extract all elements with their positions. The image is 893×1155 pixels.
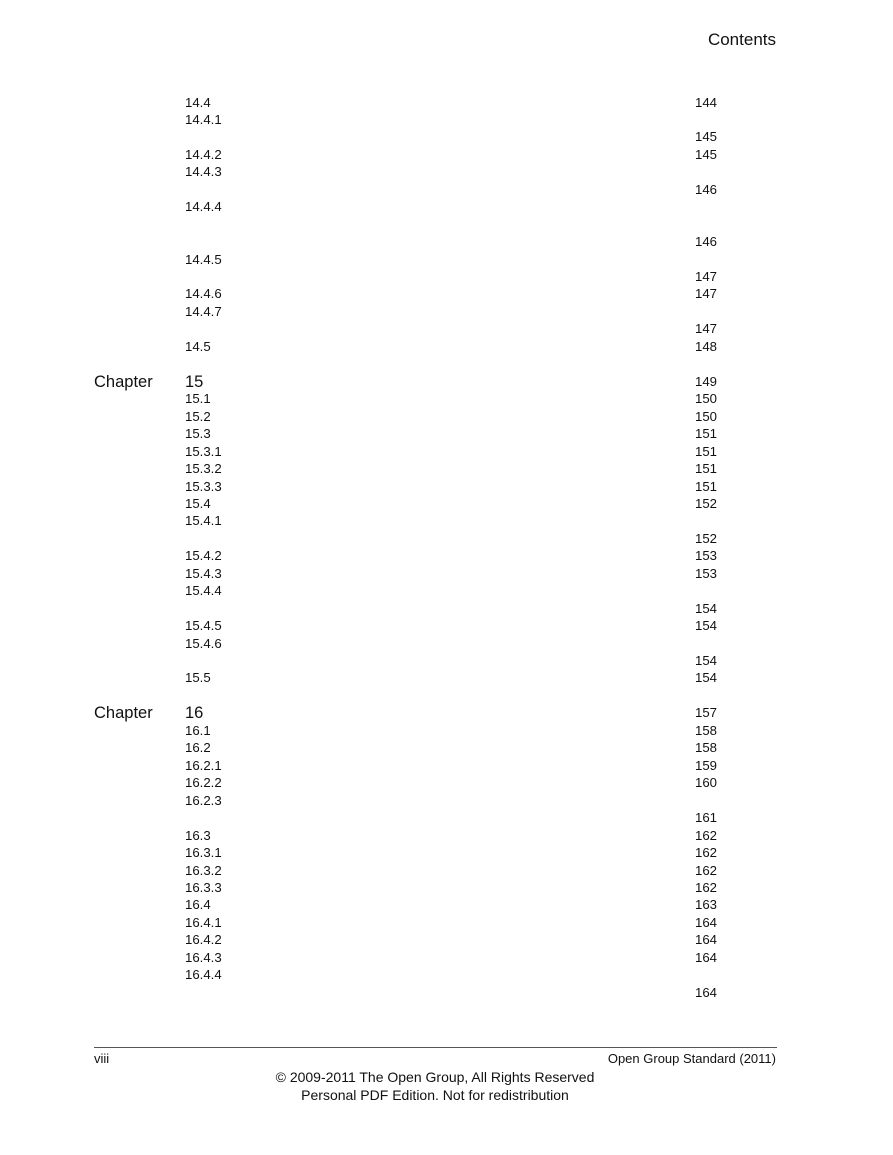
chapter-label: Chapter <box>94 704 153 723</box>
section-number: 16.2.1 <box>185 757 222 773</box>
section-number: 16.4.1 <box>185 914 222 930</box>
section-number: 15.4 <box>185 495 211 511</box>
page-number[interactable]: 154 <box>695 600 718 616</box>
section-number: 14.4.1 <box>185 111 222 127</box>
chapter-number: 16 <box>185 704 204 723</box>
section-number: 15.4.6 <box>185 635 222 651</box>
page-number[interactable]: 162 <box>695 845 718 861</box>
page-number[interactable]: 154 <box>695 670 718 686</box>
page-number[interactable]: 164 <box>695 914 718 930</box>
section-number: 15.4.3 <box>185 565 222 581</box>
page-number[interactable]: 152 <box>695 530 718 546</box>
section-number: 16.3 <box>185 827 211 843</box>
footer-divider <box>94 1047 777 1048</box>
page-number[interactable]: 145 <box>695 129 718 145</box>
page-number[interactable]: 149 <box>695 373 718 389</box>
section-number: 14.4.6 <box>185 286 222 302</box>
page-number[interactable]: 163 <box>695 897 718 913</box>
page-number[interactable]: 146 <box>695 234 718 250</box>
section-number: 15.3 <box>185 426 211 442</box>
section-number: 16.2.3 <box>185 792 222 808</box>
section-number: 14.4.4 <box>185 199 222 215</box>
page-number[interactable]: 151 <box>695 478 718 494</box>
page-number[interactable]: 162 <box>695 862 718 878</box>
page-number[interactable]: 150 <box>695 391 718 407</box>
page-number[interactable]: 153 <box>695 565 718 581</box>
page-number[interactable]: 150 <box>695 408 718 424</box>
section-number: 14.4.2 <box>185 146 222 162</box>
page-number[interactable]: 154 <box>695 653 718 668</box>
page-number[interactable]: 151 <box>695 426 718 442</box>
section-number: 15.4.1 <box>185 513 222 529</box>
copyright-line: © 2009-2011 The Open Group, All Rights Reserved <box>275 1069 595 1085</box>
page-number[interactable]: 154 <box>695 618 718 634</box>
page-number[interactable]: 162 <box>695 827 718 843</box>
page-number[interactable]: 147 <box>695 269 718 284</box>
footer-standard-name: Open Group Standard (2011) <box>607 1051 776 1066</box>
page-number[interactable]: 146 <box>695 181 718 197</box>
section-number: 16.3.1 <box>185 845 222 861</box>
chapter-label: Chapter <box>94 372 153 391</box>
page-number[interactable]: 147 <box>695 286 718 302</box>
edition-notice: Personal PDF Edition. Not for redistribution <box>301 1087 569 1103</box>
page-number[interactable]: 151 <box>695 443 718 459</box>
page-number[interactable]: 164 <box>695 949 718 965</box>
page-number[interactable]: 147 <box>695 321 718 337</box>
section-number: 14.4.7 <box>185 303 222 319</box>
page-number[interactable]: 159 <box>695 757 718 773</box>
section-number: 16.3.3 <box>185 879 222 895</box>
section-number: 14.4.3 <box>185 164 222 180</box>
section-number: 15.3.2 <box>185 461 222 477</box>
section-number: 16.2 <box>185 740 211 756</box>
page-number[interactable]: 161 <box>695 810 718 826</box>
page-number[interactable]: 145 <box>695 146 718 162</box>
page-number[interactable]: 158 <box>695 722 718 738</box>
page-number[interactable]: 151 <box>695 461 718 477</box>
page-number[interactable]: 148 <box>695 338 718 354</box>
page-number[interactable]: 144 <box>695 94 718 110</box>
page-number[interactable]: 164 <box>695 984 718 1000</box>
section-number: 15.1 <box>185 391 211 407</box>
section-number: 15.3.3 <box>185 478 222 494</box>
page-header-title: Contents <box>707 30 776 49</box>
section-number: 16.4 <box>185 897 211 913</box>
section-number: 16.4.2 <box>185 932 222 948</box>
page-number[interactable]: 153 <box>695 548 718 564</box>
section-number: 14.4.5 <box>185 251 222 267</box>
section-number: 15.4.5 <box>185 618 222 634</box>
section-number: 15.4.4 <box>185 583 222 599</box>
footer-page-number: viii <box>94 1051 110 1066</box>
section-number: 15.4.2 <box>185 548 222 564</box>
page-number[interactable]: 157 <box>695 705 718 721</box>
page-number[interactable]: 162 <box>695 879 718 895</box>
page-number[interactable]: 152 <box>695 495 718 511</box>
section-number: 16.2.2 <box>185 775 222 791</box>
section-number: 16.3.2 <box>185 862 222 878</box>
section-number: 15.5 <box>185 670 211 686</box>
page-number[interactable]: 160 <box>695 775 718 791</box>
page-number[interactable]: 164 <box>695 932 718 948</box>
chapter-number: 15 <box>185 372 204 391</box>
page-number[interactable]: 158 <box>695 740 718 756</box>
section-number: 14.4 <box>185 94 211 110</box>
section-number: 14.5 <box>185 338 211 354</box>
section-number: 16.1 <box>185 722 211 738</box>
section-number: 16.4.4 <box>185 967 222 983</box>
section-number: 15.2 <box>185 408 211 424</box>
section-number: 16.4.3 <box>185 949 222 965</box>
section-number: 15.3.1 <box>185 443 222 459</box>
